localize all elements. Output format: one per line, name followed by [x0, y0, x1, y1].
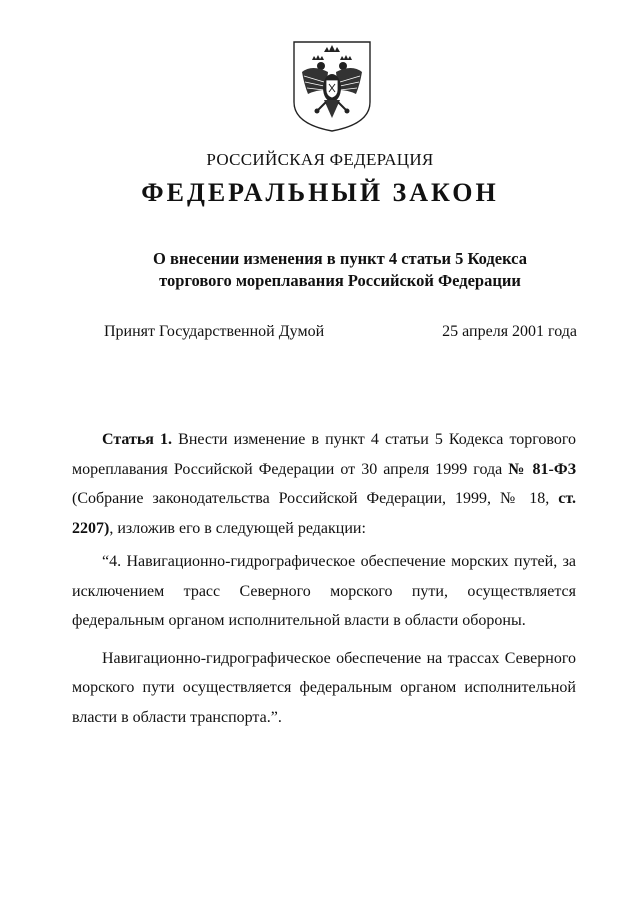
country-name: РОССИЙСКАЯ ФЕДЕРАЦИЯ	[206, 150, 434, 169]
coat-of-arms-emblem	[290, 38, 374, 134]
quote-paragraph-2: Навигационно-гидрографическое обеспечение на трассах Северного морского пути осуществляется федеральным органом исполнительной власти в области транспорта.”.	[72, 649, 576, 726]
adopted-by: Принят Государственной Думой	[104, 323, 325, 340]
coat-of-arms-icon	[290, 38, 374, 134]
law-number: № 81-ФЗ	[508, 460, 577, 478]
law-title	[0, 248, 640, 292]
article-text-before: Внести изменение в пункт 4 статьи 5 Кодекса торгового мореплавания Российской Федерации от 30 апреля 1999 года	[72, 431, 577, 478]
article-text-end: , изложив его в следующей редакции:	[109, 519, 366, 537]
document-body	[72, 425, 576, 732]
law-title-line-2: торгового мореплавания Российской Федерации	[159, 271, 521, 290]
article-citation: ст. 2207)	[72, 490, 577, 537]
quote-paragraph-1: “4. Навигационно-гидрографическое обеспечение морских путей, за исключением трасс Северного морского пути, осуществляется федеральным органом исполнительной власти в области обороны.	[72, 553, 576, 629]
document-type: ФЕДЕРАЛЬНЫЙ ЗАКОН	[141, 178, 499, 207]
adoption-date: 25 апреля 2001 года	[442, 323, 577, 340]
article-text-after: (Собрание законодательства Российской Федерации, 1999, № 18,	[72, 490, 550, 507]
article-paragraph	[72, 425, 576, 543]
article-label: Статья 1.	[102, 431, 173, 448]
law-title-line-1: О внесении изменения в пункт 4 статьи 5 Кодекса	[153, 249, 527, 268]
